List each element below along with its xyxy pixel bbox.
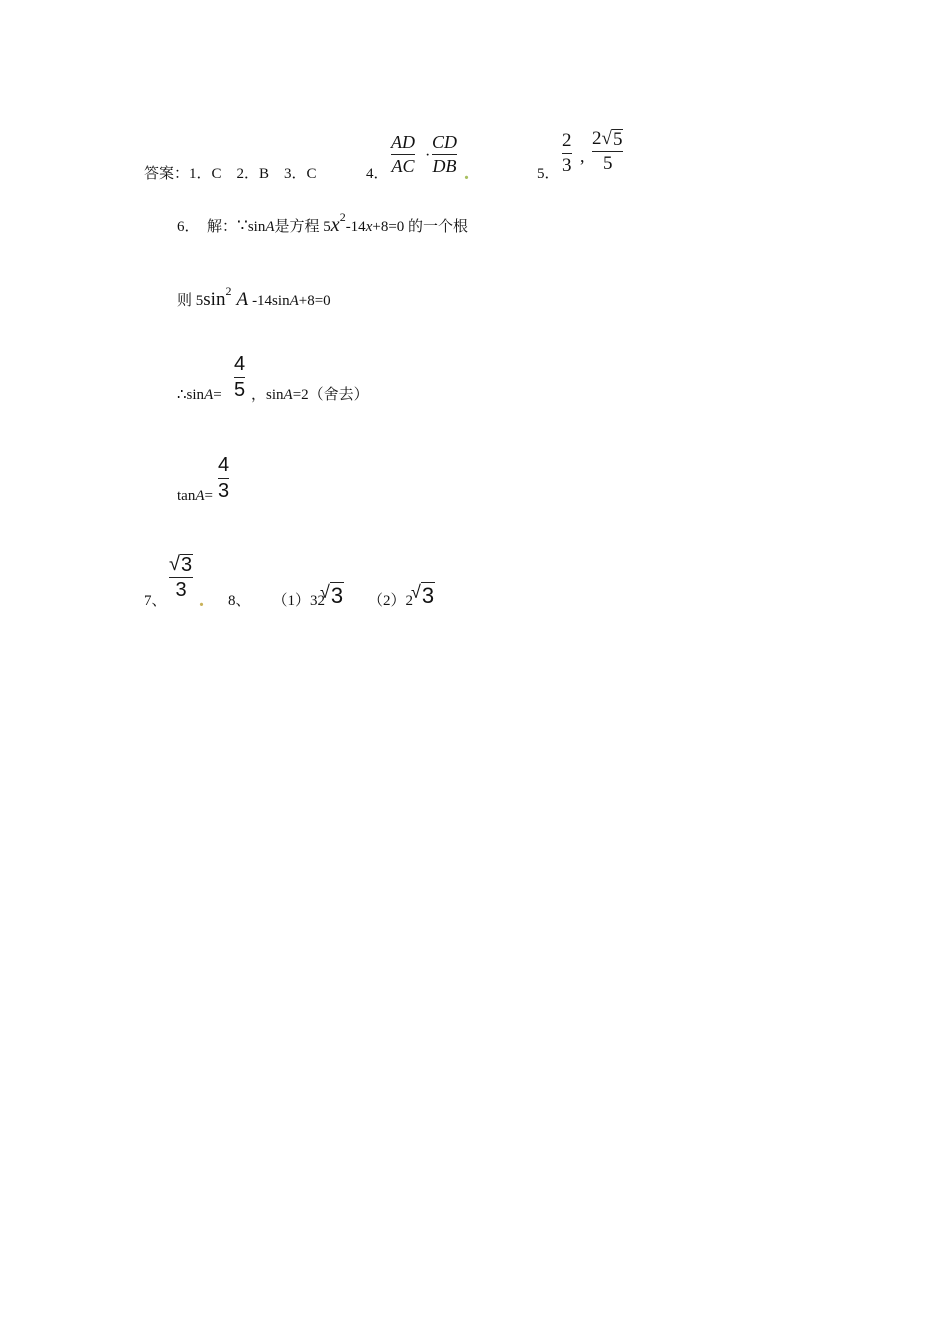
radical-sign: √ bbox=[601, 128, 612, 149]
sin-text: sin bbox=[247, 219, 266, 235]
line3-post2: =2（舍去） bbox=[292, 387, 369, 403]
fraction-numerator bbox=[169, 554, 193, 575]
q6-line3-right bbox=[251, 388, 369, 403]
fraction-bar bbox=[391, 154, 415, 155]
radicand: 3 bbox=[421, 583, 435, 608]
fraction-denominator: 5 bbox=[234, 379, 246, 401]
fraction-bar bbox=[218, 478, 229, 479]
line3-post1: ，sin bbox=[251, 387, 284, 403]
radicand: 3 bbox=[330, 583, 344, 608]
item5-label: 5． bbox=[537, 166, 560, 182]
var-x: x bbox=[365, 219, 373, 235]
equals: = bbox=[213, 387, 222, 403]
sqrt-radical bbox=[169, 554, 193, 575]
var-a: A bbox=[236, 289, 249, 310]
item5-fraction-2root5-5 bbox=[592, 129, 623, 173]
fraction-numerator: AD bbox=[391, 132, 415, 152]
q6-fraction-4-3 bbox=[218, 455, 229, 501]
item8-part1-sqrt bbox=[320, 578, 344, 609]
q6-text2: -14 bbox=[345, 219, 366, 235]
fraction-numerator: CD bbox=[432, 132, 458, 152]
q6-label: 6． 解： bbox=[177, 219, 238, 235]
var-a: A bbox=[265, 219, 275, 235]
radical-sign: √ bbox=[169, 553, 180, 575]
fraction-numerator: 2 bbox=[562, 130, 572, 151]
coefficient: 2 bbox=[592, 128, 602, 149]
fraction-bar bbox=[562, 153, 572, 154]
fraction-numerator: 4 bbox=[234, 353, 246, 375]
q6-text3: +8=0 的一个根 bbox=[372, 219, 469, 235]
q6-line1 bbox=[177, 210, 469, 236]
var-a: A bbox=[204, 387, 214, 403]
fraction-denominator: AC bbox=[391, 156, 415, 176]
fraction-denominator: 5 bbox=[602, 153, 613, 174]
radicand: 3 bbox=[180, 554, 193, 576]
q6-fraction-4-5 bbox=[234, 354, 245, 400]
item7-end-mark: . bbox=[199, 589, 204, 611]
item5-comma: , bbox=[580, 146, 585, 166]
radicand: 5 bbox=[612, 129, 623, 150]
exponent: 2 bbox=[339, 210, 346, 224]
q6-line3-left bbox=[177, 388, 222, 403]
fraction-denominator: DB bbox=[432, 156, 457, 176]
line2-post1: -14sin bbox=[252, 293, 290, 309]
fraction-bar bbox=[432, 154, 457, 155]
q6-line4 bbox=[177, 489, 213, 504]
var-a: A bbox=[283, 387, 293, 403]
fraction-bar bbox=[169, 577, 193, 578]
q6-line2 bbox=[177, 284, 331, 310]
line2-post2: +8=0 bbox=[298, 293, 331, 309]
item4-fraction-cd-db bbox=[432, 133, 457, 175]
exponent: 2 bbox=[225, 284, 232, 298]
var-a: A bbox=[195, 488, 205, 504]
sqrt-radical bbox=[602, 129, 624, 149]
var-x: x bbox=[330, 214, 340, 236]
item7-label: 7、 bbox=[144, 593, 167, 609]
radical-sign: √ bbox=[320, 582, 330, 602]
sqrt-radical bbox=[320, 582, 344, 609]
fraction-numerator: 4 bbox=[218, 454, 230, 476]
item4-end-mark: . bbox=[464, 162, 469, 184]
sin-text: sin bbox=[203, 289, 226, 310]
sqrt-radical bbox=[411, 582, 435, 609]
item4-label: 4． bbox=[366, 166, 389, 182]
fraction-denominator: 3 bbox=[175, 579, 187, 601]
fraction-denominator: 3 bbox=[218, 480, 230, 502]
answers-prefix: 答案：1．C 2．B 3．C bbox=[144, 166, 317, 182]
item7-fraction-root3-3 bbox=[169, 554, 193, 600]
radical-sign: √ bbox=[411, 582, 421, 602]
item4-multiply-dot: · bbox=[425, 147, 431, 164]
item8-part1: （1）32 bbox=[272, 593, 326, 609]
item8-part2: （2）2 bbox=[368, 593, 414, 609]
item4-fraction-ad-ac bbox=[391, 133, 415, 175]
because-symbol: ∵ bbox=[237, 216, 248, 235]
tan-text: tan bbox=[177, 488, 196, 504]
fraction-numerator bbox=[592, 129, 623, 149]
line2-pre: 则 5 bbox=[177, 293, 204, 309]
item8-part2-sqrt bbox=[411, 578, 435, 609]
item5-fraction-2-3 bbox=[562, 131, 572, 175]
fraction-bar bbox=[234, 377, 245, 378]
item8-line bbox=[228, 594, 325, 609]
equals: = bbox=[204, 488, 213, 504]
fraction-denominator: 3 bbox=[562, 155, 572, 176]
fraction-bar bbox=[592, 151, 623, 152]
var-a: A bbox=[289, 293, 299, 309]
therefore-sin: ∴sin bbox=[177, 387, 205, 403]
q6-text1: 是方程 5 bbox=[274, 219, 331, 235]
item8-label: 8、 bbox=[228, 593, 251, 609]
